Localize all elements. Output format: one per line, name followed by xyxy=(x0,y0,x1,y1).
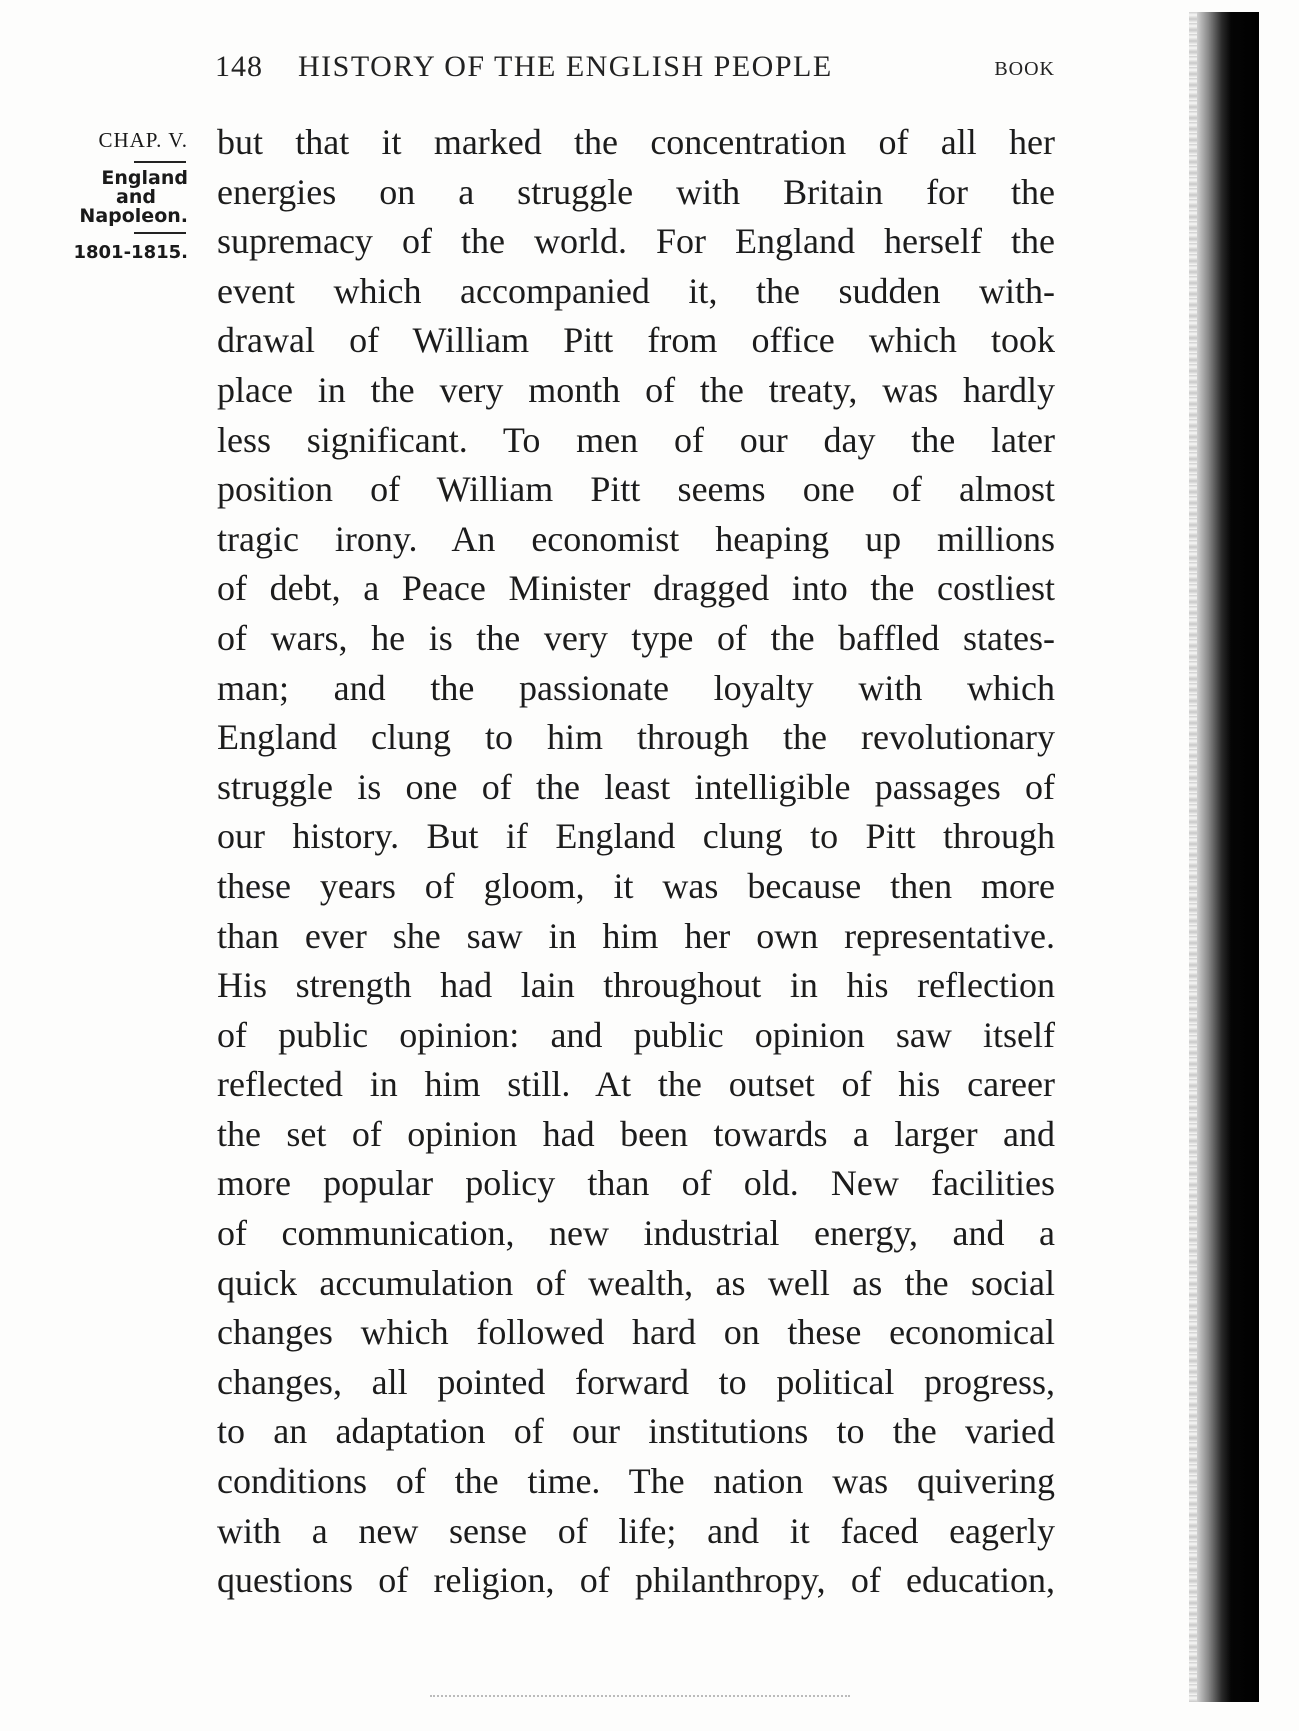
text-line: quick accumulation of wealth, as well as the social xyxy=(217,1262,1055,1303)
scan-noise xyxy=(430,1695,850,1701)
text-line: man; and the passionate loyalty with which xyxy=(217,667,1055,708)
text-line: these years of gloom, it was because then more xyxy=(217,865,1055,906)
text-line: place in the very month of the treaty, was hardly xyxy=(217,369,1055,410)
text-line: His strength had lain throughout in his reflection xyxy=(217,965,1055,1006)
text-line: struggle is one of the least intelligible passages of xyxy=(217,766,1055,807)
text-line: the set of opinion had been towards a larger and xyxy=(217,1113,1055,1154)
margin-notes xyxy=(60,125,188,266)
topic-line-1: England xyxy=(101,167,188,189)
page-number: 148 xyxy=(215,50,263,83)
running-title: HISTORY OF THE ENGLISH PEOPLE xyxy=(298,50,833,83)
text-line: energies on a struggle with Britain for the xyxy=(217,171,1055,212)
text-line: of debt, a Peace Minister dragged into the costliest xyxy=(217,568,1055,609)
running-header xyxy=(215,50,1055,90)
text-line: event which accompanied it, the sudden with- xyxy=(217,270,1055,311)
text-line: changes which followed hard on these economical xyxy=(217,1312,1055,1353)
text-line: of wars, he is the very type of the baffled states- xyxy=(217,617,1055,658)
text-line: than ever she saw in him her own representative. xyxy=(217,915,1055,956)
text-line: England clung to him through the revolutionary xyxy=(217,717,1055,758)
text-line: our history. But if England clung to Pitt through xyxy=(217,816,1055,857)
text-line: to an adaptation of our institutions to the varied xyxy=(217,1411,1055,1452)
text-line: reflected in him still. At the outset of his career xyxy=(217,1064,1055,1105)
margin-rule xyxy=(134,232,186,234)
text-line: more popular policy than of old. New facilities xyxy=(217,1163,1055,1204)
text-line: less significant. To men of our day the later xyxy=(217,419,1055,460)
chapter-label: CHAP. V. xyxy=(98,128,188,152)
text-line: position of William Pitt seems one of almost xyxy=(217,469,1055,510)
text-line: drawal of William Pitt from office which took xyxy=(217,320,1055,361)
margin-topic xyxy=(60,169,188,226)
text-line: with a new sense of life; and it faced eagerly xyxy=(217,1510,1055,1551)
topic-line-3: Napoleon. xyxy=(79,205,188,227)
topic-line-2: and xyxy=(116,186,156,208)
margin-dates: 1801-1815. xyxy=(73,242,188,263)
text-line: of public opinion: and public opinion saw itself xyxy=(217,1014,1055,1055)
text-line: supremacy of the world. For England herself the xyxy=(217,221,1055,262)
book-label: BOOK xyxy=(994,58,1055,80)
body-text xyxy=(217,118,1055,1606)
text-line: of communication, new industrial energy, and a xyxy=(217,1213,1055,1254)
binding-edge xyxy=(1197,12,1259,1702)
text-line: changes, all pointed forward to political progress, xyxy=(217,1361,1055,1402)
text-line: but that it marked the concentration of all her xyxy=(217,122,1055,162)
text-line: conditions of the time. The nation was quivering xyxy=(217,1461,1055,1502)
text-line: questions of religion, of philanthropy, of education, xyxy=(217,1560,1055,1601)
text-line: tragic irony. An economist heaping up millions xyxy=(217,518,1055,559)
margin-rule xyxy=(134,161,186,163)
